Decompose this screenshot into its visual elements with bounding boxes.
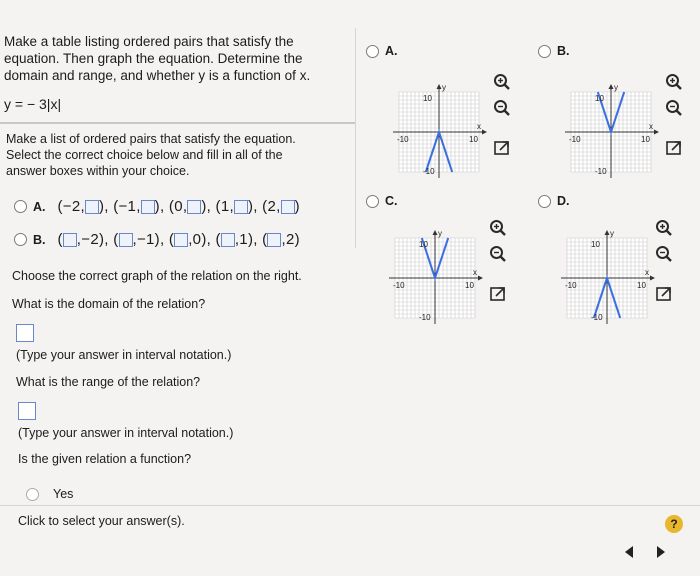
y-arrow xyxy=(437,84,442,89)
tick-bottom: -10 xyxy=(595,167,607,176)
graph-c-label: C. xyxy=(385,194,398,208)
graph-c-svg xyxy=(380,228,490,328)
tick-top: 10 xyxy=(419,240,428,249)
pair-text: ), (2, xyxy=(247,198,281,215)
function-question: Is the given relation a function? xyxy=(18,452,192,466)
graph-option-b-header[interactable] xyxy=(538,44,570,58)
x-arrow xyxy=(478,276,483,281)
tick-right: 10 xyxy=(641,135,650,144)
graph-b-svg xyxy=(556,82,666,182)
equation: y = − 3|x| xyxy=(4,96,62,112)
pair-text: ) xyxy=(294,198,300,215)
graph-b-tools xyxy=(664,72,684,158)
graph-a-label: A. xyxy=(385,44,398,58)
graph-a-tools xyxy=(492,72,512,158)
pair-text: ), (−1, xyxy=(98,198,141,215)
graph-c xyxy=(380,228,490,333)
domain-hint: (Type your answer in interval notation.) xyxy=(16,348,232,362)
intro-line-1: Make a table listing ordered pairs that satisfy the xyxy=(4,34,294,49)
graph-b-label: B. xyxy=(557,44,570,58)
zoom-out-icon[interactable] xyxy=(664,98,684,118)
tick-right: 10 xyxy=(465,281,474,290)
answer-box[interactable] xyxy=(187,200,201,214)
y-axis-label: y xyxy=(610,229,614,238)
pairs-b xyxy=(58,231,300,248)
graph-a-svg xyxy=(384,82,494,182)
x-axis-label: x xyxy=(649,122,653,131)
radio-b[interactable] xyxy=(14,233,27,246)
pair-option-a[interactable] xyxy=(14,198,300,215)
pair-text: ,−1), ( xyxy=(132,231,175,248)
range-input[interactable] xyxy=(18,402,36,420)
graph-d-tools xyxy=(654,218,674,304)
domain-input[interactable] xyxy=(16,324,34,342)
tick-right: 10 xyxy=(637,281,646,290)
yes-option[interactable] xyxy=(26,486,73,502)
graph-c-tools xyxy=(488,218,508,304)
range-question: What is the range of the relation? xyxy=(16,375,201,389)
instruction xyxy=(6,131,336,179)
zoom-in-icon[interactable] xyxy=(664,72,684,92)
next-arrow[interactable] xyxy=(655,545,667,564)
tick-left: -10 xyxy=(569,135,581,144)
pair-text: ,1), ( xyxy=(234,231,268,248)
x-axis-label: x xyxy=(473,268,477,277)
question-intro xyxy=(4,33,324,84)
radio-graph-d[interactable] xyxy=(538,195,551,208)
y-arrow xyxy=(605,230,610,235)
domain-question: What is the domain of the relation? xyxy=(12,297,206,311)
divider xyxy=(0,122,355,124)
pair-text: ,−2), ( xyxy=(76,231,119,248)
answer-box[interactable] xyxy=(141,200,155,214)
zoom-in-icon[interactable] xyxy=(492,72,512,92)
radio-a[interactable] xyxy=(14,200,27,213)
zoom-out-icon[interactable] xyxy=(488,244,508,264)
option-a-label: A. xyxy=(33,199,46,214)
tick-left: -10 xyxy=(397,135,409,144)
intro-line-3: domain and range, and whether y is a function of x. xyxy=(4,68,311,83)
pair-text: (−2, xyxy=(57,198,85,215)
tick-top: 10 xyxy=(423,94,432,103)
answer-box[interactable] xyxy=(174,233,188,247)
graph-option-c-header[interactable] xyxy=(366,194,398,208)
x-arrow xyxy=(482,130,487,135)
footer-divider xyxy=(0,505,700,506)
y-axis-label: y xyxy=(614,83,618,92)
zoom-in-icon[interactable] xyxy=(654,218,674,238)
tick-bottom: -10 xyxy=(419,313,431,322)
pair-text: ( xyxy=(57,231,63,248)
tick-top: 10 xyxy=(591,240,600,249)
option-b-label: B. xyxy=(33,232,46,247)
radio-graph-c[interactable] xyxy=(366,195,379,208)
panel-separator xyxy=(355,28,356,248)
graph-prompt: Choose the correct graph of the relation on the right. xyxy=(12,269,302,283)
x-arrow xyxy=(654,130,659,135)
expand-icon[interactable] xyxy=(654,284,674,304)
pair-text: ,2) xyxy=(281,231,300,248)
yes-label: Yes xyxy=(53,487,74,501)
pair-text: ,0), ( xyxy=(188,231,221,248)
y-arrow xyxy=(433,230,438,235)
graph-d-label: D. xyxy=(557,194,570,208)
graph-a xyxy=(384,82,494,187)
radio-graph-b[interactable] xyxy=(538,45,551,58)
prev-arrow[interactable] xyxy=(623,545,635,564)
pair-text: ), (1, xyxy=(201,198,234,215)
answer-box[interactable] xyxy=(119,233,133,247)
expand-icon[interactable] xyxy=(488,284,508,304)
tick-right: 10 xyxy=(469,135,478,144)
answer-box[interactable] xyxy=(267,233,281,247)
graph-d-svg xyxy=(552,228,662,328)
graph-option-a-header[interactable] xyxy=(366,44,398,58)
instruction-line-3: answer boxes within your choice. xyxy=(6,164,190,178)
tick-bottom: -10 xyxy=(423,167,435,176)
range-hint: (Type your answer in interval notation.) xyxy=(18,426,234,440)
radio-yes[interactable] xyxy=(26,488,39,501)
pair-option-b[interactable] xyxy=(14,231,300,248)
zoom-out-icon[interactable] xyxy=(492,98,512,118)
y-axis-label: y xyxy=(438,229,442,238)
instruction-line-2: Select the correct choice below and fill in all of the xyxy=(6,148,283,162)
answer-box[interactable] xyxy=(85,200,99,214)
graph-option-d-header[interactable] xyxy=(538,194,570,208)
zoom-in-icon[interactable] xyxy=(488,218,508,238)
y-axis-label: y xyxy=(442,83,446,92)
tick-left: -10 xyxy=(393,281,405,290)
expand-icon[interactable] xyxy=(664,138,684,158)
instruction-line-1: Make a list of ordered pairs that satisfy the equation. xyxy=(6,132,296,146)
tick-top: 10 xyxy=(595,94,604,103)
expand-icon[interactable] xyxy=(492,138,512,158)
graph-d xyxy=(552,228,662,333)
pair-text: ), (0, xyxy=(154,198,188,215)
tick-bottom: -10 xyxy=(591,313,603,322)
answer-box[interactable] xyxy=(281,200,295,214)
radio-graph-a[interactable] xyxy=(366,45,379,58)
answer-box[interactable] xyxy=(234,200,248,214)
y-arrow xyxy=(609,84,614,89)
zoom-out-icon[interactable] xyxy=(654,244,674,264)
answer-box[interactable] xyxy=(63,233,77,247)
x-axis-label: x xyxy=(645,268,649,277)
help-button[interactable]: ? xyxy=(665,515,683,533)
tick-left: -10 xyxy=(565,281,577,290)
answer-box[interactable] xyxy=(221,233,235,247)
pairs-a xyxy=(58,198,300,215)
footer-hint: Click to select your answer(s). xyxy=(18,514,185,528)
x-axis-label: x xyxy=(477,122,481,131)
graph-b xyxy=(556,82,666,187)
intro-line-2: equation. Then graph the equation. Determine the xyxy=(4,51,303,66)
